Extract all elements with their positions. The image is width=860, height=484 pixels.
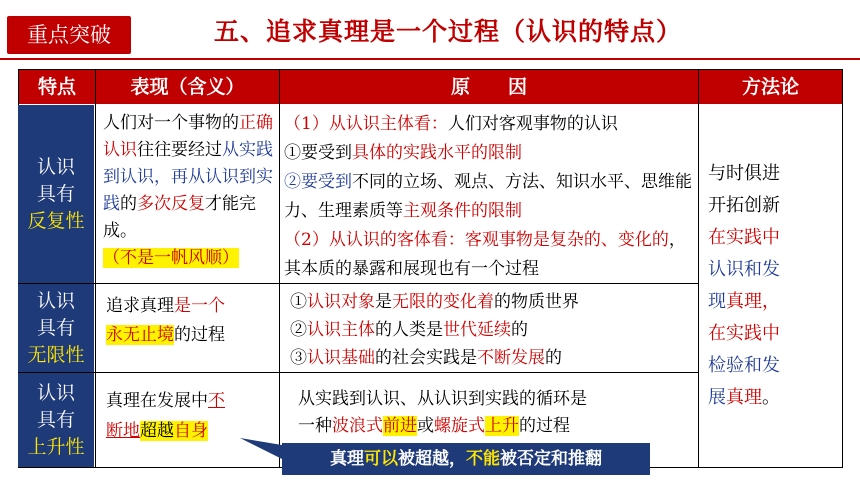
keyword: 在实践中 xyxy=(708,227,780,248)
text: 才能完成。 xyxy=(103,194,256,241)
text: 的 xyxy=(545,348,562,368)
section-badge: 重点突破 xyxy=(7,16,131,54)
reason-cell-ascending xyxy=(298,386,694,440)
divider xyxy=(0,58,860,60)
keyword: 认识主体 xyxy=(307,320,375,340)
feature-cell-infinity xyxy=(18,284,94,372)
text: 的过程 xyxy=(519,416,570,436)
highlight-keyword: 前进 xyxy=(383,416,417,436)
text: 的过程 xyxy=(174,325,225,345)
text: 从实践到认识、从认识到实践的循环是 xyxy=(298,389,587,409)
keyword: 波浪式 xyxy=(332,416,383,436)
text: 人们对一个事物的 xyxy=(103,113,239,133)
object-heading: （2）从认识的客体看： xyxy=(284,230,465,250)
feature-line: 认识 xyxy=(36,289,75,312)
text: 的物质世界 xyxy=(494,292,579,312)
reason-cell-infinity xyxy=(290,288,694,372)
feature-line: 具有 xyxy=(36,182,75,205)
feature-line: 认识 xyxy=(36,381,75,404)
keyword: 具体的实践水平的限制 xyxy=(352,143,522,163)
text: 不同的立场、观点、方法、知识水平、思维能力、生理素质等 xyxy=(284,172,692,221)
method-cell xyxy=(708,158,808,414)
meaning-cell-repetition xyxy=(103,110,275,272)
text: 现 xyxy=(708,291,726,312)
keyword: 客观事物是复杂的、变化的 xyxy=(464,230,669,250)
keyword: 不断发展 xyxy=(477,348,545,368)
header-meaning: 表现（含义） xyxy=(96,70,279,104)
keyword: 认识基础 xyxy=(307,348,375,368)
keyword: 断地 xyxy=(106,421,140,441)
highlight-keyword: 自身 xyxy=(174,421,208,441)
table-border-right xyxy=(842,69,843,467)
punct: 。 xyxy=(762,387,780,408)
subject-heading: （1）从认识主体看： xyxy=(284,114,448,134)
text: ① xyxy=(290,292,307,312)
keyword: 在实践中 xyxy=(708,323,780,344)
text: 往往要经过 xyxy=(137,140,222,160)
text: 被超越， xyxy=(398,449,466,469)
keyword: 认识对象 xyxy=(307,292,375,312)
feature-keyword: 反复性 xyxy=(27,209,85,232)
text: 的社会实践是 xyxy=(375,348,477,368)
header-method: 方法论 xyxy=(699,70,842,104)
highlight-keyword: 上升 xyxy=(485,416,519,436)
keyword: 真理 xyxy=(726,387,762,408)
page-title: 五、追求真理是一个过程（认识的特点） xyxy=(214,17,683,46)
text: 展 xyxy=(708,387,726,408)
row-divider xyxy=(18,372,698,373)
text: 检验和发 xyxy=(708,355,780,376)
feature-keyword: 无限性 xyxy=(27,343,85,366)
col-divider xyxy=(279,69,280,467)
text: 是 xyxy=(375,292,392,312)
keyword: 不 xyxy=(208,391,225,411)
keyword: 无限的变化着 xyxy=(392,292,494,312)
feature-line: 认识 xyxy=(36,155,75,178)
text: 开拓创新 xyxy=(708,195,780,216)
keyword: 从实践到认识，再从认识到实践 xyxy=(103,140,273,214)
header-reason: 原 因 xyxy=(280,70,698,104)
text: 的 xyxy=(511,320,528,340)
text: 一种 xyxy=(298,416,332,436)
keyword: 是一个 xyxy=(174,296,225,316)
reason-cell-repetition xyxy=(284,110,694,284)
text: 人们对客观事物的认识 xyxy=(447,114,618,134)
meaning-cell-infinity xyxy=(106,292,274,350)
highlight-keyword: 永无止境 xyxy=(106,325,174,345)
text: 追求真理 xyxy=(106,296,174,316)
keyword: 不能 xyxy=(466,449,500,469)
keyword: 世代延续 xyxy=(443,320,511,340)
text: 或 xyxy=(417,416,434,436)
text: 真理在发展中 xyxy=(106,391,208,411)
text: ，其本质的暴露和展现也有一个过程 xyxy=(284,230,686,279)
callout-box xyxy=(282,443,650,475)
feature-keyword: 上升性 xyxy=(27,435,85,458)
text: 的人类是 xyxy=(375,320,443,340)
text: 认识和发 xyxy=(708,259,780,280)
keyword: 真理 xyxy=(726,291,762,312)
feature-line: 具有 xyxy=(36,408,75,431)
feature-cell-ascending xyxy=(18,373,94,467)
keyword: 螺旋式 xyxy=(434,416,485,436)
highlight-note: （不是一帆风顺） xyxy=(103,248,239,268)
feature-cell-repetition xyxy=(18,105,94,283)
header-feature: 特点 xyxy=(19,70,95,104)
text: 被否定和推翻 xyxy=(500,449,602,469)
text: 的 xyxy=(120,194,137,214)
text: 与时俱进 xyxy=(708,163,780,184)
text: ②要受到 xyxy=(284,172,352,192)
feature-line: 具有 xyxy=(36,316,75,339)
keyword: 可以 xyxy=(364,449,398,469)
text: ①要受到 xyxy=(284,143,352,163)
text: ③ xyxy=(290,348,307,368)
col-divider xyxy=(698,69,699,467)
text: ② xyxy=(290,320,307,340)
col-divider xyxy=(95,69,96,467)
keyword: 主观条件的限制 xyxy=(403,201,522,221)
highlight-keyword: 超越 xyxy=(140,421,174,441)
punct: ， xyxy=(762,291,780,312)
text: 真理 xyxy=(330,449,364,469)
keyword: 多次反复 xyxy=(137,194,205,214)
keyword: 正确认识 xyxy=(103,113,273,160)
